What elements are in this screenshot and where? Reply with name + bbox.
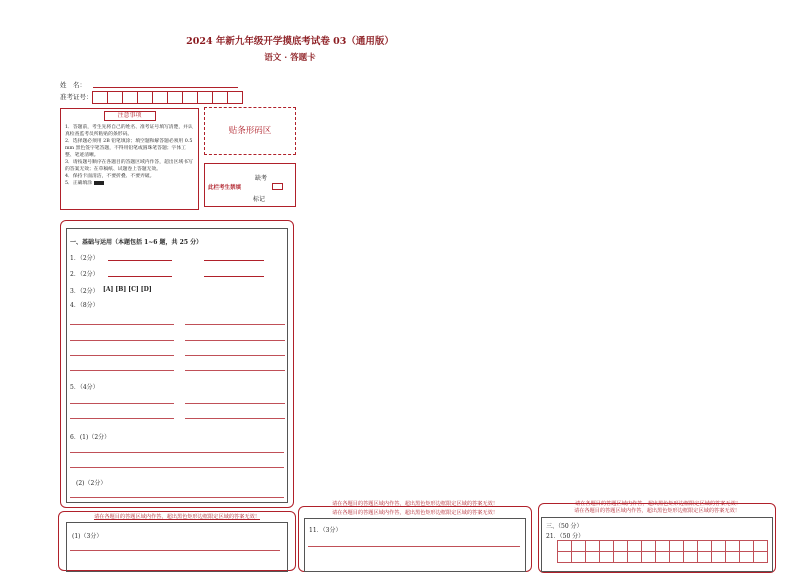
id-digit-box[interactable] xyxy=(107,91,123,104)
notice-item: 1．答题前，考生先将自己的姓名、准考证号填写清楚，并认真检查监考员所粘贴的条形码。 xyxy=(65,125,193,137)
q5-line[interactable] xyxy=(70,418,174,419)
absent-top-label: 缺考 xyxy=(255,175,268,182)
q6-1-line[interactable] xyxy=(70,452,284,453)
q3-options[interactable]: [A] [B] [C] [D] xyxy=(103,286,152,293)
section3-heading: 三、（50 分） xyxy=(546,523,583,530)
answer-line[interactable] xyxy=(70,550,280,551)
barcode-area: 贴条形码区 xyxy=(204,107,296,155)
notice-box xyxy=(60,108,199,210)
warning-text: 请在各题目的答题区域内作答，超出黑色矩形边框限定区域的答案无效！ xyxy=(331,510,498,516)
answer-frame-1 xyxy=(66,228,288,503)
id-label: 准考证号： xyxy=(60,93,93,101)
name-label: 姓 名： xyxy=(60,81,86,89)
q4-line[interactable] xyxy=(70,340,174,341)
id-digit-box[interactable] xyxy=(182,91,198,104)
q6-2-line[interactable] xyxy=(70,497,284,498)
warning-text: 请在各题目的答题区域内作答，超出黑色矩形边框限定区域的答案无效！ xyxy=(331,501,498,507)
id-digit-box[interactable] xyxy=(167,91,183,104)
lower-question-label: 11．（3分） xyxy=(309,527,342,534)
lower-question-label: 21．（50 分） xyxy=(546,533,585,540)
q4-line[interactable] xyxy=(185,324,285,325)
name-field[interactable] xyxy=(93,87,238,88)
warning-text: 请在各题目的答题区域内作答，超出黑色矩形边框限定区域的答案无效！ xyxy=(93,514,260,520)
question-1-label: 1．（2分） xyxy=(70,255,99,262)
notice-item: 4．保持卡面清洁，不要折叠、不要弄破。 xyxy=(65,174,155,179)
q4-line[interactable] xyxy=(70,355,174,356)
warning-text: 请在各题目的答题区域内作答，超出黑色矩形边框限定区域的答案无效！ xyxy=(573,508,740,514)
notice-item: 2．选择题必须用 2B 铅笔填涂；填空题和解答题必须用 0.5 mm 黑色签字笔答题，不得用铅笔或圆珠笔答题；字体工整、笔迹清晰。 xyxy=(65,139,193,158)
lower-question-label: (1)（3分） xyxy=(72,533,103,540)
id-digit-box[interactable] xyxy=(122,91,138,104)
absent-bottom-label: 标记 xyxy=(253,196,266,203)
id-digit-box[interactable] xyxy=(92,91,108,104)
q2-blank-b[interactable] xyxy=(204,276,264,277)
id-digit-box[interactable] xyxy=(227,91,243,104)
id-digit-box[interactable] xyxy=(152,91,168,104)
q4-line[interactable] xyxy=(185,370,285,371)
notice-item: 3．请按题号顺序在各题目的答题区域内作答，超出区域书写的答案无效；在草稿纸、试题卷上答题无效。 xyxy=(65,160,193,172)
q4-line[interactable] xyxy=(70,324,174,325)
q4-line[interactable] xyxy=(185,355,285,356)
absent-box xyxy=(204,163,296,207)
q6-1-line[interactable] xyxy=(70,467,284,468)
absent-checkbox[interactable] xyxy=(272,183,283,190)
notice-list xyxy=(61,121,198,187)
composition-grid[interactable] xyxy=(558,541,768,563)
answer-frame-lower-1 xyxy=(66,522,288,572)
id-digit-box[interactable] xyxy=(137,91,153,104)
q4-line[interactable] xyxy=(70,370,174,371)
page-title: 2024 年新九年级开学摸底考试卷 03（通用版） xyxy=(186,36,394,47)
id-digit-box[interactable] xyxy=(197,91,213,104)
id-number-boxes[interactable] xyxy=(93,91,243,104)
page-subtitle: 语文 · 答题卡 xyxy=(264,53,316,63)
id-digit-box[interactable] xyxy=(212,91,228,104)
q5-line[interactable] xyxy=(185,403,285,404)
notice-item: 5．正确填涂 xyxy=(65,181,93,186)
answer-line[interactable] xyxy=(308,546,520,547)
notice-heading: 注意事项 xyxy=(104,111,156,121)
question-6-2-label: (2)（2分） xyxy=(76,480,107,487)
question-4-label: 4．（8分） xyxy=(70,302,99,309)
q5-line[interactable] xyxy=(185,418,285,419)
section1-heading: 一、基础与运用（本题包括 1~6 题，共 25 分） xyxy=(70,239,203,246)
q1-blank-a[interactable] xyxy=(108,260,172,261)
q5-line[interactable] xyxy=(70,403,174,404)
filled-mark-example xyxy=(94,181,104,185)
absent-left-label: 此栏考生禁填 xyxy=(208,185,242,191)
q2-blank-a[interactable] xyxy=(108,276,172,277)
question-5-label: 5．（4分） xyxy=(70,384,99,391)
question-6-1-label: 6．(1)（2分） xyxy=(70,434,111,441)
question-3-label: 3．（2分） xyxy=(70,288,99,295)
q4-line[interactable] xyxy=(185,340,285,341)
question-2-label: 2．（2分） xyxy=(70,271,99,278)
warning-text: 请在各题目的答题区域内作答，超出黑色矩形边框限定区域的答案无效！ xyxy=(574,501,741,507)
q1-blank-b[interactable] xyxy=(204,260,264,261)
